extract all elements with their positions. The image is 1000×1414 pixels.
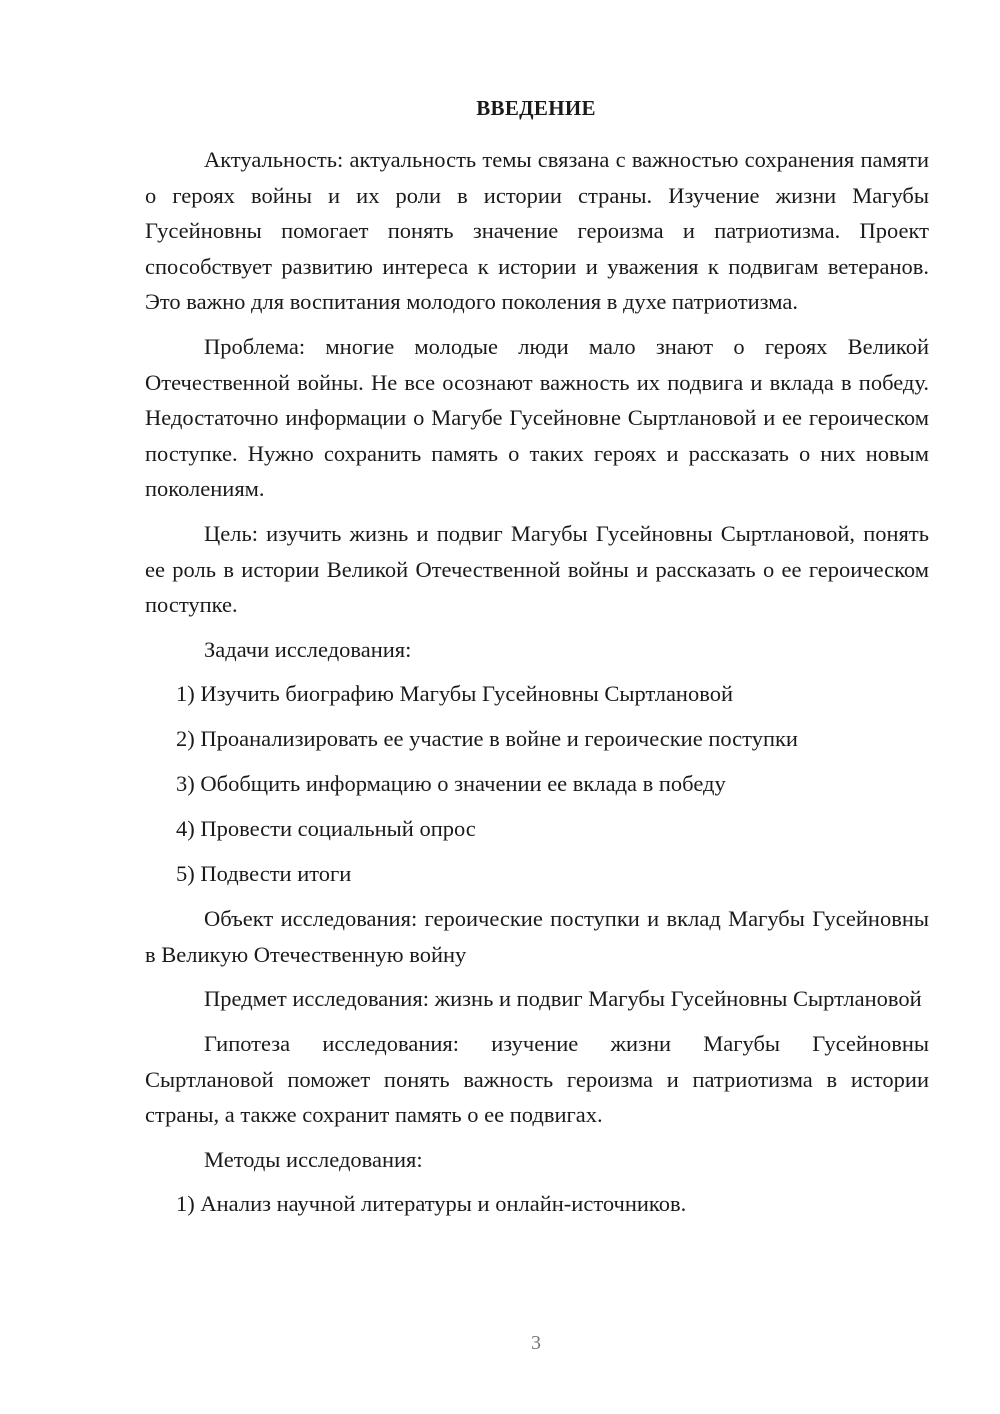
tasks-intro: Задачи исследования:: [204, 636, 412, 662]
object-paragraph: Объект исследования: героические поступки и вклад Магубы Гусейновны в Великую Отечественную войну: [145, 906, 929, 967]
list-item: 5) Подвести итоги: [176, 861, 352, 887]
list-item: 1) Изучить биографию Магубы Гусейновны Сыртлановой: [176, 681, 733, 707]
problem-paragraph: Проблема: многие молодые люди мало знают о героях Великой Отечественной войны. Не все осознают важность их подвига и вклада в победу. Недостаточно информации о Магубе Гусейновне Сыртлановой и ее героическом поступке. Нужно сохранить память о таких героях и рассказать о них новым поколениям.: [145, 333, 929, 502]
methods-intro: Методы исследования:: [204, 1146, 423, 1172]
section-heading: ВВЕДЕНИЕ: [476, 96, 596, 120]
subject-paragraph: Предмет исследования: жизнь и подвиг Магубы Гусейновны Сыртлановой: [204, 986, 922, 1012]
tasks-list: [145, 676, 929, 892]
hypothesis-paragraph: Гипотеза исследования: изучение жизни Магубы Гусейновны Сыртлановой поможет понять важность героизма и патриотизма в истории страны, а также сохранит память о ее подвигах.: [145, 1031, 929, 1128]
list-item: 4) Провести социальный опрос: [176, 816, 476, 842]
methods-list: [145, 1186, 929, 1222]
goal-paragraph: Цель: изучить жизнь и подвиг Магубы Гусейновны Сыртлановой, понять ее роль в истории Великой Отечественной войны и рассказать о ее героическом поступке.: [145, 520, 929, 618]
list-item: 1) Анализ научной литературы и онлайн-источников.: [176, 1191, 687, 1217]
document-body: [145, 142, 929, 1231]
list-item: 3) Обобщить информацию о значении ее вклада в победу: [176, 771, 726, 797]
page-number: 3: [531, 1332, 541, 1354]
relevance-paragraph: Актуальность: актуальность темы связана с важностью сохранения памяти о героях войны и их роли в истории страны. Изучение жизни Магубы Гусейновны помогает понять значение героизма и патриотизма. Проект способствует развитию интереса к истории и уважения к подвигам ветеранов. Это важно для воспитания молодого поколения в духе патриотизма.: [145, 147, 929, 315]
list-item: 2) Проанализировать ее участие в войне и героические поступки: [176, 726, 798, 752]
